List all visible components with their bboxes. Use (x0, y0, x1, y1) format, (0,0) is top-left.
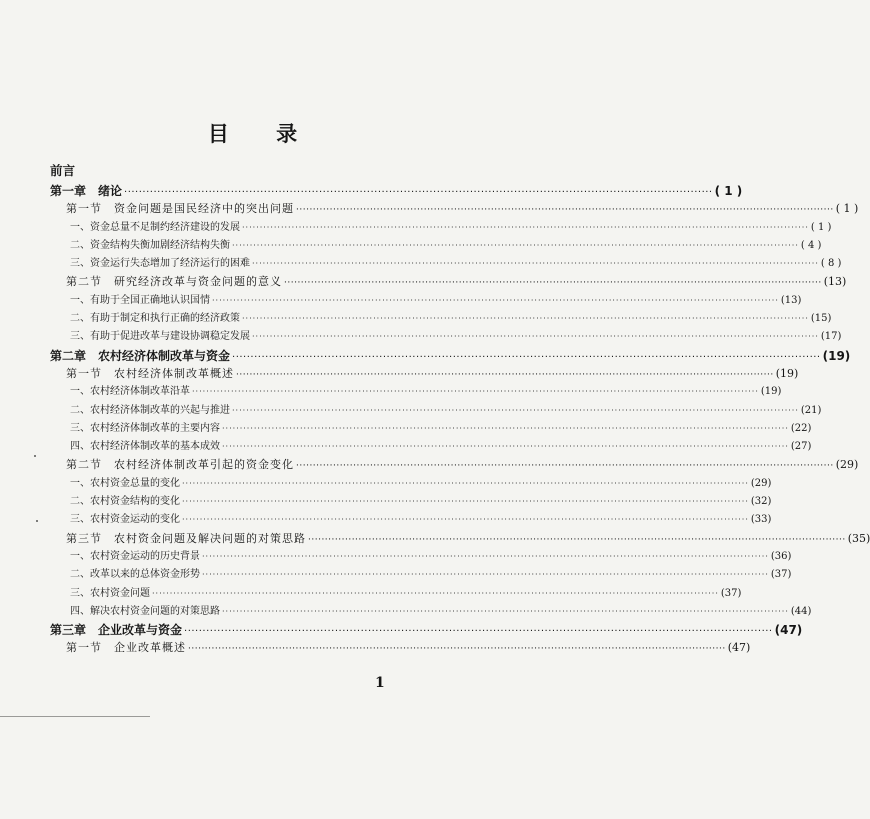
dot-leader: ································································································································································ (124, 187, 713, 198)
dot-leader: ································································································································································ (152, 588, 719, 598)
toc-entry-page: ( 1 ) (835, 202, 859, 216)
dot-leader: ································································································································································ (202, 551, 769, 561)
toc-section-row (50, 200, 859, 218)
toc-entry-title: 三、农村经济体制改革的主要内容 (70, 422, 220, 434)
scan-speck (36, 520, 38, 522)
toc-entry-page: (19) (822, 348, 851, 363)
toc-chapter-row (50, 182, 743, 200)
dot-leader: ································································································································································ (232, 240, 799, 250)
toc-entry-title: 第二章 农村经济体制改革与资金 (50, 348, 231, 363)
toc-item-row (50, 402, 822, 420)
toc-item-row (50, 603, 812, 621)
toc-item-row (50, 219, 832, 237)
toc-section-row (50, 273, 847, 291)
toc-entry-title: 二、农村经济体制改革的兴起与推进 (70, 404, 230, 416)
toc-entry-title: 二、有助于制定和执行正确的经济政策 (70, 313, 240, 325)
toc-entry-page: (37) (770, 569, 792, 581)
toc-item-row (50, 566, 792, 584)
toc-entry-page: (27) (790, 441, 812, 453)
toc-entry-title: 二、改革以来的总体资金形势 (70, 569, 200, 581)
toc-entry-title: 第一节 农村经济体制改革概述 (66, 366, 234, 380)
toc-entry-title: 第二节 研究经济改革与资金问题的意义 (66, 275, 282, 289)
toc-entry-title: 三、农村资金运动的变化 (70, 514, 180, 526)
toc-entry-title: 第三节 农村资金问题及解决问题的对策思路 (66, 531, 306, 545)
dot-leader: ································································································································································ (182, 515, 749, 525)
dot-leader: ································································································································································ (252, 332, 819, 342)
dot-leader: ································································································································································ (184, 626, 773, 638)
toc-section-row (50, 365, 799, 383)
toc-chapter-row (50, 347, 851, 365)
toc-entry-title: 三、农村资金问题 (70, 587, 150, 599)
toc-item-row (50, 475, 772, 493)
toc-entry-title: 第三章 企业改革与资金 (50, 623, 183, 638)
table-of-contents (50, 160, 870, 658)
toc-entry-title: 第二节 农村经济体制改革引起的资金变化 (66, 458, 294, 472)
dot-leader: ································································································································································ (202, 570, 769, 580)
toc-entry-page: (47) (727, 641, 751, 655)
toc-entry-title: 四、解决农村资金问题的对策思路 (70, 605, 220, 617)
dot-leader: ································································································································································ (296, 461, 834, 472)
toc-entry-page: (22) (790, 422, 812, 434)
toc-item-row (50, 292, 802, 310)
toc-entry-title: 第一章 绪论 (50, 184, 123, 198)
toc-entry-page: (37) (720, 587, 742, 599)
dot-leader: ································································································································································ (242, 222, 809, 232)
toc-entry-page: (33) (750, 514, 772, 526)
dot-leader: ································································································································································ (308, 534, 846, 545)
toc-entry-title: 三、有助于促进改革与建设协调稳定发展 (70, 331, 250, 343)
toc-entry-title: 第一节 企业改革概述 (66, 641, 186, 655)
toc-entry-page: ( 4 ) (800, 239, 822, 251)
toc-entry-title: 二、资金结构失衡加剧经济结构失衡 (70, 239, 230, 251)
toc-entry-page: (32) (750, 496, 772, 508)
toc-item-row (50, 438, 812, 456)
page-title: 目 录 (207, 122, 318, 146)
preface-heading: 前言 (50, 163, 76, 178)
toc-entry-title: 二、农村资金结构的变化 (70, 496, 180, 508)
dot-leader: ································································································································································ (284, 278, 822, 289)
toc-entry-page: ( 1 ) (714, 184, 743, 198)
dot-leader: ································································································································································ (182, 497, 749, 507)
toc-entry-title: 一、农村资金运动的历史背景 (70, 550, 200, 562)
toc-section-row (50, 639, 751, 657)
toc-item-row (50, 548, 792, 566)
toc-item-row (50, 493, 772, 511)
toc-chapter-row (50, 621, 803, 639)
toc-item-row (50, 310, 832, 328)
toc-item-row (50, 328, 842, 346)
toc-entry-page: (21) (800, 404, 822, 416)
toc-entries (50, 182, 870, 658)
toc-entry-page: (13) (780, 294, 802, 306)
toc-entry-page: ( 1 ) (810, 221, 832, 233)
toc-entry-title: 三、资金运行失态增加了经济运行的困难 (70, 258, 250, 270)
toc-entry-page: (36) (770, 550, 792, 562)
dot-leader: ································································································································································ (192, 387, 759, 397)
page-number: 1 (375, 675, 385, 691)
toc-entry-title: 一、资金总量不足制约经济建设的发展 (70, 221, 240, 233)
toc-item-row (50, 585, 742, 603)
toc-section-row (50, 456, 859, 474)
toc-entry-title: 一、有助于全国正确地认识国情 (70, 294, 210, 306)
toc-entry-page: (13) (823, 275, 847, 289)
toc-item-row (50, 420, 812, 438)
toc-entry-page: (35) (847, 531, 870, 545)
toc-item-row (50, 255, 842, 273)
dot-leader: ································································································································································ (296, 205, 834, 216)
toc-entry-page: (15) (810, 313, 832, 325)
dot-leader: ································································································································································ (222, 606, 789, 616)
toc-entry-title: 第一节 资金问题是国民经济中的突出问题 (66, 202, 294, 216)
toc-section-row (50, 530, 870, 548)
dot-leader: ································································································································································ (242, 314, 809, 324)
scan-edge-line (0, 716, 150, 717)
toc-item-row (50, 511, 772, 529)
toc-entry-page: (29) (750, 477, 772, 489)
toc-entry-page: (44) (790, 605, 812, 617)
toc-entry-title: 一、农村经济体制改革沿革 (70, 386, 190, 398)
toc-entry-page: (47) (774, 623, 803, 638)
dot-leader: ································································································································································ (236, 369, 774, 380)
dot-leader: ································································································································································ (188, 644, 726, 655)
dot-leader: ································································································································································ (232, 405, 799, 415)
dot-leader: ································································································································································ (252, 259, 819, 269)
toc-entry-page: ( 8 ) (820, 258, 842, 270)
toc-entry-page: (29) (835, 458, 859, 472)
dot-leader: ································································································································································ (222, 442, 789, 452)
toc-entry-page: (19) (760, 386, 782, 398)
toc-entry-title: 一、农村资金总量的变化 (70, 477, 180, 489)
toc-item-row (50, 237, 822, 255)
scan-speck (34, 455, 36, 457)
toc-entry-title: 四、农村经济体制改革的基本成效 (70, 441, 220, 453)
dot-leader: ································································································································································ (182, 478, 749, 488)
toc-entry-page: (17) (820, 331, 842, 343)
toc-entry-page: (19) (775, 366, 799, 380)
dot-leader: ································································································································································ (232, 351, 821, 363)
dot-leader: ································································································································································ (212, 295, 779, 305)
dot-leader: ································································································································································ (222, 423, 789, 433)
toc-item-row (50, 383, 782, 401)
